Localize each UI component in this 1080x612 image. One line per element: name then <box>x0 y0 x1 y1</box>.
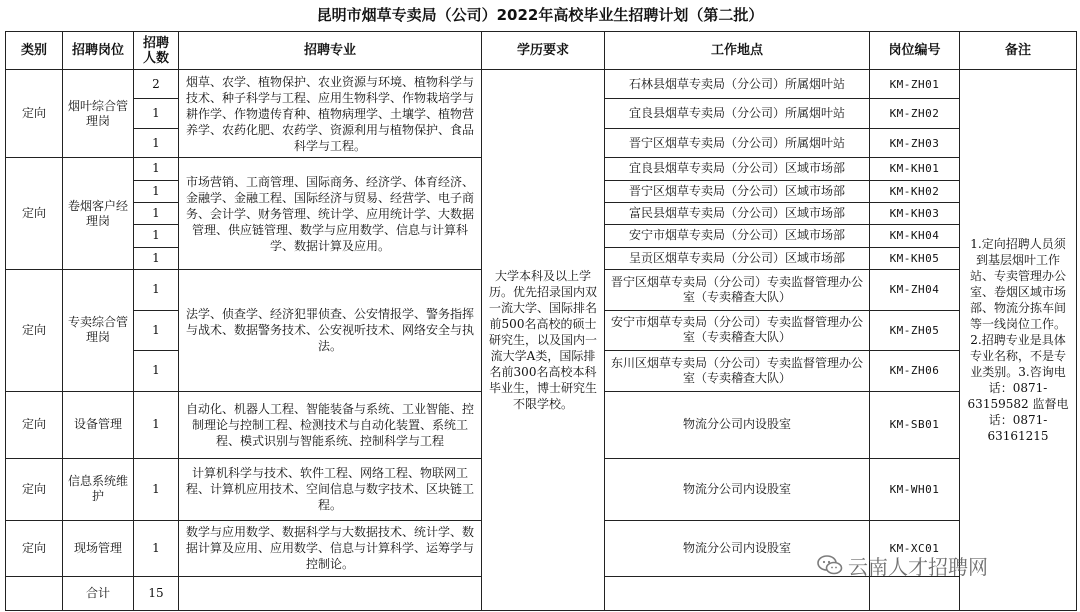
count-cell: 1 <box>134 247 179 269</box>
header-remarks: 备注 <box>960 32 1077 70</box>
major-cell: 市场营销、工商管理、国际商务、经济学、体育经济、金融学、金融工程、国际经济与贸易、经营学、电子商务、会计学、财务管理、统计学、应用统计学、大数据管理、供应链管理、数学与应用数学、信息与计算科学、数据计算及应用。 <box>179 158 482 270</box>
count-cell: 1 <box>134 351 179 392</box>
major-cell: 法学、侦查学、经济犯罪侦查、公安情报学、警务指挥与战术、数据警务技术、公安视听技术、网络安全与执法。 <box>179 269 482 391</box>
code-cell: KM-KH01 <box>870 158 960 180</box>
location-cell: 物流分公司内设股室 <box>605 458 870 520</box>
category-cell: 定向 <box>6 70 63 158</box>
total-count: 15 <box>134 577 179 611</box>
header-location: 工作地点 <box>605 32 870 70</box>
major-cell: 计算机科学与技术、软件工程、网络工程、物联网工程、计算机应用技术、空间信息与数字技术、区块链工程。 <box>179 458 482 520</box>
location-cell: 东川区烟草专卖局（分公司）专卖监督管理办公室（专卖稽查大队） <box>605 351 870 392</box>
location-cell: 晋宁区烟草专卖局（分公司）专卖监督管理办公室（专卖稽查大队） <box>605 269 870 310</box>
count-cell: 2 <box>134 70 179 99</box>
location-cell: 物流分公司内设股室 <box>605 391 870 458</box>
count-cell: 1 <box>134 310 179 351</box>
code-cell: KM-ZH05 <box>870 310 960 351</box>
watermark <box>816 550 988 580</box>
total-empty-cell <box>870 577 960 611</box>
remarks-cell: 1.定向招聘人员须到基层烟叶工作站、专卖管理办公室、卷烟区域市场部、物流分拣车间等一线岗位工作。2.招聘专业是具体专业名称，不是专业类别。3.咨询电话：0871-63159582 监督电话：0871-63161215 <box>960 70 1077 611</box>
education-cell: 大学本科及以上学历。优先招录国内双一流大学、国际排名前500名高校的硕士研究生，以及国内一流大学A类，国际排名前300名高校本科毕业生，博士研究生不限学校。 <box>482 70 605 611</box>
count-cell: 1 <box>134 458 179 520</box>
header-count: 招聘人数 <box>134 32 179 70</box>
code-cell: KM-ZH06 <box>870 351 960 392</box>
total-empty-cell <box>179 577 482 611</box>
table-row <box>6 70 1077 99</box>
location-cell: 宜良县烟草专卖局（分公司）所属烟叶站 <box>605 99 870 128</box>
count-cell: 1 <box>134 99 179 128</box>
count-cell: 1 <box>134 180 179 202</box>
wechat-icon <box>816 554 844 576</box>
code-cell: KM-ZH02 <box>870 99 960 128</box>
position-cell: 卷烟客户经理岗 <box>63 158 134 270</box>
header-row <box>6 32 1077 70</box>
code-cell: KM-KH04 <box>870 225 960 247</box>
count-cell: 1 <box>134 225 179 247</box>
position-cell: 烟叶综合管理岗 <box>63 70 134 158</box>
code-cell: KM-WH01 <box>870 458 960 520</box>
header-education: 学历要求 <box>482 32 605 70</box>
category-cell: 定向 <box>6 158 63 270</box>
position-cell: 专卖综合管理岗 <box>63 269 134 391</box>
header-position: 招聘岗位 <box>63 32 134 70</box>
location-cell: 呈贡区烟草专卖局（分公司）区域市场部 <box>605 247 870 269</box>
code-cell: KM-KH03 <box>870 202 960 224</box>
major-cell: 烟草、农学、植物保护、农业资源与环境、植物科学与技术、种子科学与工程、应用生物科学、作物栽培学与耕作学、作物遗传育种、植物病理学、土壤学、植物营养学、农药化肥、农药学、资源利用与植物保护、食品科学与工程。 <box>179 70 482 158</box>
location-cell: 晋宁区烟草专卖局（分公司）区域市场部 <box>605 180 870 202</box>
code-cell: KM-ZH01 <box>870 70 960 99</box>
position-cell: 设备管理 <box>63 391 134 458</box>
location-cell: 安宁市烟草专卖局（分公司）区域市场部 <box>605 225 870 247</box>
code-cell: KM-SB01 <box>870 391 960 458</box>
code-cell: KM-KH02 <box>870 180 960 202</box>
total-label: 合计 <box>63 577 134 611</box>
code-cell: KM-KH05 <box>870 247 960 269</box>
code-cell: KM-XC01 <box>870 520 960 577</box>
total-empty-cell <box>6 577 63 611</box>
category-cell: 定向 <box>6 391 63 458</box>
recruitment-table <box>5 31 1077 611</box>
page-title: 昆明市烟草专卖局（公司）2022年高校毕业生招聘计划（第二批） <box>316 6 764 24</box>
count-cell: 1 <box>134 158 179 180</box>
category-cell: 定向 <box>6 520 63 577</box>
location-cell: 物流分公司内设股室 <box>605 520 870 577</box>
watermark-text: 云南人才招聘网 <box>848 554 988 579</box>
code-cell: KM-ZH03 <box>870 128 960 157</box>
major-cell: 自动化、机器人工程、智能装备与系统、工业智能、控制理论与控制工程、检测技术与自动化装置、系统工程、模式识别与智能系统、控制科学与工程 <box>179 391 482 458</box>
header-category: 类别 <box>6 32 63 70</box>
count-cell: 1 <box>134 202 179 224</box>
category-cell: 定向 <box>6 458 63 520</box>
major-cell: 数学与应用数学、数据科学与大数据技术、统计学、数据计算及应用、应用数学、信息与计算科学、运筹学与控制论。 <box>179 520 482 577</box>
total-empty-cell <box>605 577 870 611</box>
location-cell: 晋宁区烟草专卖局（分公司）所属烟叶站 <box>605 128 870 157</box>
position-cell: 信息系统维护 <box>63 458 134 520</box>
location-cell: 富民县烟草专卖局（分公司）区域市场部 <box>605 202 870 224</box>
category-cell: 定向 <box>6 269 63 391</box>
location-cell: 安宁市烟草专卖局（分公司）专卖监督管理办公室（专卖稽查大队） <box>605 310 870 351</box>
count-cell: 1 <box>134 128 179 157</box>
count-cell: 1 <box>134 391 179 458</box>
location-cell: 石林县烟草专卖局（分公司）所属烟叶站 <box>605 70 870 99</box>
code-cell: KM-ZH04 <box>870 269 960 310</box>
count-cell: 1 <box>134 520 179 577</box>
location-cell: 宜良县烟草专卖局（分公司）区域市场部 <box>605 158 870 180</box>
header-code: 岗位编号 <box>870 32 960 70</box>
position-cell: 现场管理 <box>63 520 134 577</box>
count-cell: 1 <box>134 269 179 310</box>
header-major: 招聘专业 <box>179 32 482 70</box>
